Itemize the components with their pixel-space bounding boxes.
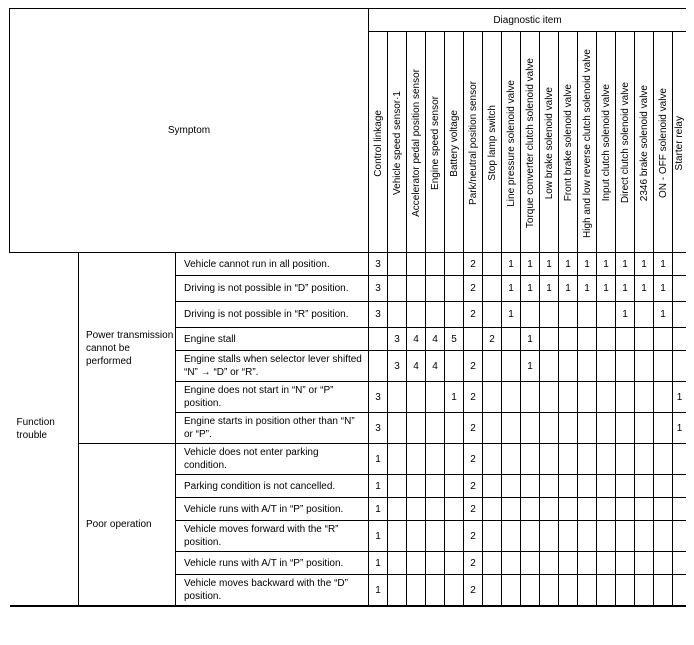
value-cell — [521, 498, 540, 521]
value-cell: 3 — [369, 276, 388, 302]
value-cell — [445, 552, 464, 575]
symptom-cell: Vehicle cannot run in all position. — [176, 253, 369, 276]
value-cell — [521, 444, 540, 475]
value-cell: 1 — [559, 276, 578, 302]
value-cell: 2 — [464, 382, 483, 413]
value-cell — [635, 328, 654, 351]
symptom-cell: Engine does not start in “N” or “P” position. — [176, 382, 369, 413]
value-cell — [369, 351, 388, 382]
value-cell — [426, 444, 445, 475]
value-cell — [559, 552, 578, 575]
column-header-label: Stop lamp switch — [486, 105, 498, 181]
value-cell — [578, 498, 597, 521]
symptom-cell: Parking condition is not cancelled. — [176, 475, 369, 498]
value-cell — [388, 302, 407, 328]
value-cell — [673, 521, 687, 552]
column-header — [673, 32, 687, 253]
value-cell: 2 — [464, 521, 483, 552]
value-cell — [407, 475, 426, 498]
value-cell — [578, 302, 597, 328]
value-cell — [559, 444, 578, 475]
column-header-label: ON - OFF solenoid valve — [657, 87, 669, 199]
value-cell — [578, 413, 597, 444]
value-cell — [388, 475, 407, 498]
value-cell: 1 — [521, 253, 540, 276]
value-cell — [521, 475, 540, 498]
value-cell — [597, 475, 616, 498]
value-cell — [635, 498, 654, 521]
column-header — [407, 32, 426, 253]
value-cell: 1 — [369, 444, 388, 475]
value-cell — [673, 575, 687, 607]
value-cell — [654, 475, 673, 498]
value-cell — [559, 575, 578, 607]
value-cell: 2 — [464, 253, 483, 276]
value-cell: 1 — [578, 253, 597, 276]
value-cell: 1 — [369, 521, 388, 552]
symptom-header: Symptom — [10, 9, 369, 253]
value-cell: 1 — [597, 276, 616, 302]
column-header — [654, 32, 673, 253]
value-cell — [483, 413, 502, 444]
value-cell — [673, 552, 687, 575]
value-cell — [578, 575, 597, 607]
value-cell — [483, 552, 502, 575]
value-cell: 1 — [521, 276, 540, 302]
value-cell — [635, 552, 654, 575]
column-header-label: Accelerator pedal position sensor — [410, 69, 422, 217]
value-cell: 1 — [369, 498, 388, 521]
value-cell: 2 — [464, 276, 483, 302]
column-header — [483, 32, 502, 253]
value-cell: 1 — [616, 276, 635, 302]
value-cell — [578, 351, 597, 382]
column-header-label: Starter relay — [674, 115, 685, 171]
value-cell — [388, 276, 407, 302]
column-header — [616, 32, 635, 253]
value-cell — [445, 302, 464, 328]
value-cell — [445, 413, 464, 444]
value-cell — [483, 253, 502, 276]
value-cell — [616, 328, 635, 351]
value-cell — [426, 475, 445, 498]
symptom-cell: Vehicle moves backward with the “D” position. — [176, 575, 369, 607]
value-cell — [597, 444, 616, 475]
value-cell: 4 — [426, 328, 445, 351]
value-cell — [616, 382, 635, 413]
column-header — [426, 32, 445, 253]
value-cell — [654, 575, 673, 607]
value-cell — [559, 302, 578, 328]
value-cell: 4 — [407, 351, 426, 382]
value-cell — [597, 351, 616, 382]
column-header-label: Vehicle speed sensor·1 — [391, 91, 403, 195]
value-cell — [635, 444, 654, 475]
value-cell — [502, 444, 521, 475]
value-cell — [540, 475, 559, 498]
value-cell — [597, 552, 616, 575]
value-cell: 2 — [483, 328, 502, 351]
value-cell: 2 — [464, 413, 483, 444]
value-cell: 3 — [369, 382, 388, 413]
symptom-cell: Engine starts in position other than “N” or “P”. — [176, 413, 369, 444]
column-header — [464, 32, 483, 253]
value-cell: 4 — [426, 351, 445, 382]
value-cell — [578, 521, 597, 552]
value-cell: 2 — [464, 575, 483, 607]
value-cell: 1 — [445, 382, 464, 413]
value-cell: 2 — [464, 552, 483, 575]
column-header-label: Input clutch solenoid valve — [600, 84, 612, 202]
symptom-cell: Vehicle moves forward with the “R” position. — [176, 521, 369, 552]
value-cell — [502, 475, 521, 498]
symptom-cell: Vehicle does not enter parking condition. — [176, 444, 369, 475]
value-cell — [426, 575, 445, 607]
value-cell: 1 — [540, 253, 559, 276]
value-cell — [540, 552, 559, 575]
value-cell — [635, 521, 654, 552]
value-cell: 5 — [445, 328, 464, 351]
value-cell: 1 — [521, 328, 540, 351]
value-cell — [521, 413, 540, 444]
value-cell — [559, 351, 578, 382]
column-header — [578, 32, 597, 253]
value-cell — [635, 351, 654, 382]
column-header — [502, 32, 521, 253]
value-cell — [540, 382, 559, 413]
group-label: Poor operation — [79, 444, 176, 607]
value-cell — [578, 382, 597, 413]
value-cell — [502, 552, 521, 575]
value-cell — [388, 521, 407, 552]
value-cell — [540, 575, 559, 607]
value-cell — [559, 498, 578, 521]
value-cell — [559, 328, 578, 351]
value-cell: 3 — [388, 351, 407, 382]
value-cell — [673, 475, 687, 498]
value-cell — [483, 498, 502, 521]
value-cell — [483, 276, 502, 302]
value-cell — [388, 382, 407, 413]
symptom-cell: Driving is not possible in “D” position. — [176, 276, 369, 302]
value-cell — [616, 498, 635, 521]
value-cell — [635, 413, 654, 444]
value-cell: 1 — [616, 253, 635, 276]
value-cell — [445, 521, 464, 552]
value-cell: 4 — [407, 328, 426, 351]
value-cell — [540, 351, 559, 382]
value-cell — [407, 276, 426, 302]
column-header — [521, 32, 540, 253]
column-header-label: Low brake solenoid valve — [543, 86, 555, 200]
value-cell — [388, 253, 407, 276]
value-cell — [673, 444, 687, 475]
value-cell: 1 — [521, 351, 540, 382]
value-cell — [426, 552, 445, 575]
value-cell — [502, 351, 521, 382]
value-cell: 1 — [540, 276, 559, 302]
symptom-cell: Vehicle runs with A/T in “P” position. — [176, 552, 369, 575]
value-cell — [540, 498, 559, 521]
value-cell — [673, 351, 687, 382]
value-cell — [635, 382, 654, 413]
value-cell — [464, 328, 483, 351]
symptom-cell: Vehicle runs with A/T in “P” position. — [176, 498, 369, 521]
value-cell: 3 — [369, 302, 388, 328]
symptom-cell: Engine stall — [176, 328, 369, 351]
value-cell: 3 — [369, 413, 388, 444]
value-cell — [597, 302, 616, 328]
value-cell — [654, 552, 673, 575]
value-cell — [578, 475, 597, 498]
column-header-label: Torque converter clutch solenoid valve — [524, 57, 536, 229]
value-cell: 1 — [559, 253, 578, 276]
column-header — [540, 32, 559, 253]
value-cell: 1 — [654, 276, 673, 302]
value-cell — [654, 351, 673, 382]
value-cell — [388, 413, 407, 444]
column-header-label: Line pressure solenoid valve — [505, 79, 517, 207]
table-row — [10, 253, 687, 276]
value-cell: 1 — [578, 276, 597, 302]
column-header — [635, 32, 654, 253]
value-cell — [673, 302, 687, 328]
value-cell — [445, 475, 464, 498]
category-label: Function trouble — [10, 253, 79, 607]
column-header-label: Front brake solenoid valve — [562, 84, 574, 202]
value-cell — [616, 351, 635, 382]
value-cell — [483, 351, 502, 382]
value-cell: 1 — [597, 253, 616, 276]
value-cell — [521, 521, 540, 552]
column-header-label: Engine speed sensor — [429, 96, 441, 190]
column-header-label: High and low reverse clutch solenoid valve — [581, 48, 593, 238]
value-cell — [426, 382, 445, 413]
column-header-label: Battery voltage — [448, 109, 460, 177]
value-cell — [483, 521, 502, 552]
value-cell — [597, 382, 616, 413]
value-cell — [597, 413, 616, 444]
value-cell — [426, 302, 445, 328]
value-cell — [445, 351, 464, 382]
column-header — [445, 32, 464, 253]
value-cell — [578, 444, 597, 475]
value-cell: 2 — [464, 475, 483, 498]
value-cell — [654, 444, 673, 475]
value-cell — [426, 253, 445, 276]
value-cell — [388, 498, 407, 521]
value-cell — [673, 328, 687, 351]
value-cell — [483, 302, 502, 328]
value-cell — [407, 521, 426, 552]
symptom-cell: Driving is not possible in “R” position. — [176, 302, 369, 328]
value-cell — [388, 575, 407, 607]
value-cell: 2 — [464, 498, 483, 521]
value-cell — [616, 521, 635, 552]
value-cell: 1 — [635, 253, 654, 276]
value-cell — [502, 575, 521, 607]
value-cell: 3 — [388, 328, 407, 351]
value-cell — [540, 413, 559, 444]
value-cell — [616, 413, 635, 444]
value-cell — [559, 521, 578, 552]
value-cell — [502, 498, 521, 521]
value-cell — [483, 444, 502, 475]
value-cell — [559, 475, 578, 498]
value-cell: 2 — [464, 444, 483, 475]
value-cell — [578, 328, 597, 351]
value-cell — [407, 302, 426, 328]
column-header-label: Direct clutch solenoid valve — [619, 82, 631, 204]
value-cell — [616, 475, 635, 498]
column-header — [388, 32, 407, 253]
value-cell: 1 — [654, 302, 673, 328]
table-row — [10, 444, 687, 475]
value-cell — [407, 253, 426, 276]
value-cell — [578, 552, 597, 575]
value-cell — [540, 521, 559, 552]
symptom-cell: Engine stalls when selector lever shifted “N” → “D” or “R”. — [176, 351, 369, 382]
value-cell — [521, 302, 540, 328]
value-cell — [502, 382, 521, 413]
value-cell — [540, 302, 559, 328]
value-cell: 1 — [502, 253, 521, 276]
value-cell: 2 — [464, 302, 483, 328]
value-cell — [616, 444, 635, 475]
table-body — [10, 253, 687, 607]
value-cell — [407, 575, 426, 607]
value-cell — [654, 498, 673, 521]
value-cell — [635, 302, 654, 328]
value-cell — [521, 382, 540, 413]
value-cell: 1 — [673, 413, 687, 444]
value-cell — [540, 444, 559, 475]
value-cell — [483, 575, 502, 607]
value-cell — [502, 328, 521, 351]
column-header-label: Park/neutral position sensor — [467, 81, 479, 205]
value-cell: 1 — [369, 575, 388, 607]
value-cell — [635, 475, 654, 498]
value-cell — [502, 413, 521, 444]
value-cell: 1 — [502, 276, 521, 302]
value-cell — [597, 521, 616, 552]
value-cell — [407, 382, 426, 413]
value-cell — [540, 328, 559, 351]
diagnostic-item-header: Diagnostic item — [369, 9, 687, 32]
value-cell — [654, 382, 673, 413]
value-cell — [673, 498, 687, 521]
value-cell — [426, 276, 445, 302]
value-cell — [616, 575, 635, 607]
value-cell — [521, 575, 540, 607]
value-cell — [445, 575, 464, 607]
value-cell: 1 — [502, 302, 521, 328]
value-cell — [388, 552, 407, 575]
value-cell — [654, 328, 673, 351]
value-cell — [635, 575, 654, 607]
value-cell — [673, 276, 687, 302]
value-cell — [369, 328, 388, 351]
value-cell — [483, 382, 502, 413]
value-cell — [597, 328, 616, 351]
value-cell — [426, 413, 445, 444]
value-cell: 3 — [369, 253, 388, 276]
column-header — [369, 32, 388, 253]
value-cell: 1 — [369, 552, 388, 575]
value-cell — [445, 444, 464, 475]
value-cell — [654, 413, 673, 444]
value-cell — [597, 575, 616, 607]
value-cell — [559, 382, 578, 413]
value-cell — [426, 521, 445, 552]
value-cell: 1 — [369, 475, 388, 498]
diagnostic-table — [9, 8, 686, 607]
value-cell — [407, 444, 426, 475]
value-cell — [597, 498, 616, 521]
value-cell: 1 — [673, 382, 687, 413]
value-cell — [521, 552, 540, 575]
column-header-label: Control linkage — [372, 109, 384, 177]
value-cell: 1 — [654, 253, 673, 276]
value-cell — [502, 521, 521, 552]
column-header — [597, 32, 616, 253]
value-cell — [407, 413, 426, 444]
value-cell: 1 — [616, 302, 635, 328]
column-header-label: 2346 brake solenoid valve — [638, 84, 650, 202]
value-cell: 1 — [635, 276, 654, 302]
value-cell — [483, 475, 502, 498]
column-header — [559, 32, 578, 253]
value-cell — [559, 413, 578, 444]
value-cell — [654, 521, 673, 552]
value-cell — [407, 498, 426, 521]
value-cell — [426, 498, 445, 521]
value-cell — [445, 253, 464, 276]
group-label: Power transmission cannot be performed — [79, 253, 176, 444]
value-cell — [445, 276, 464, 302]
value-cell — [616, 552, 635, 575]
value-cell — [407, 552, 426, 575]
value-cell: 2 — [464, 351, 483, 382]
value-cell — [673, 253, 687, 276]
value-cell — [445, 498, 464, 521]
value-cell — [388, 444, 407, 475]
